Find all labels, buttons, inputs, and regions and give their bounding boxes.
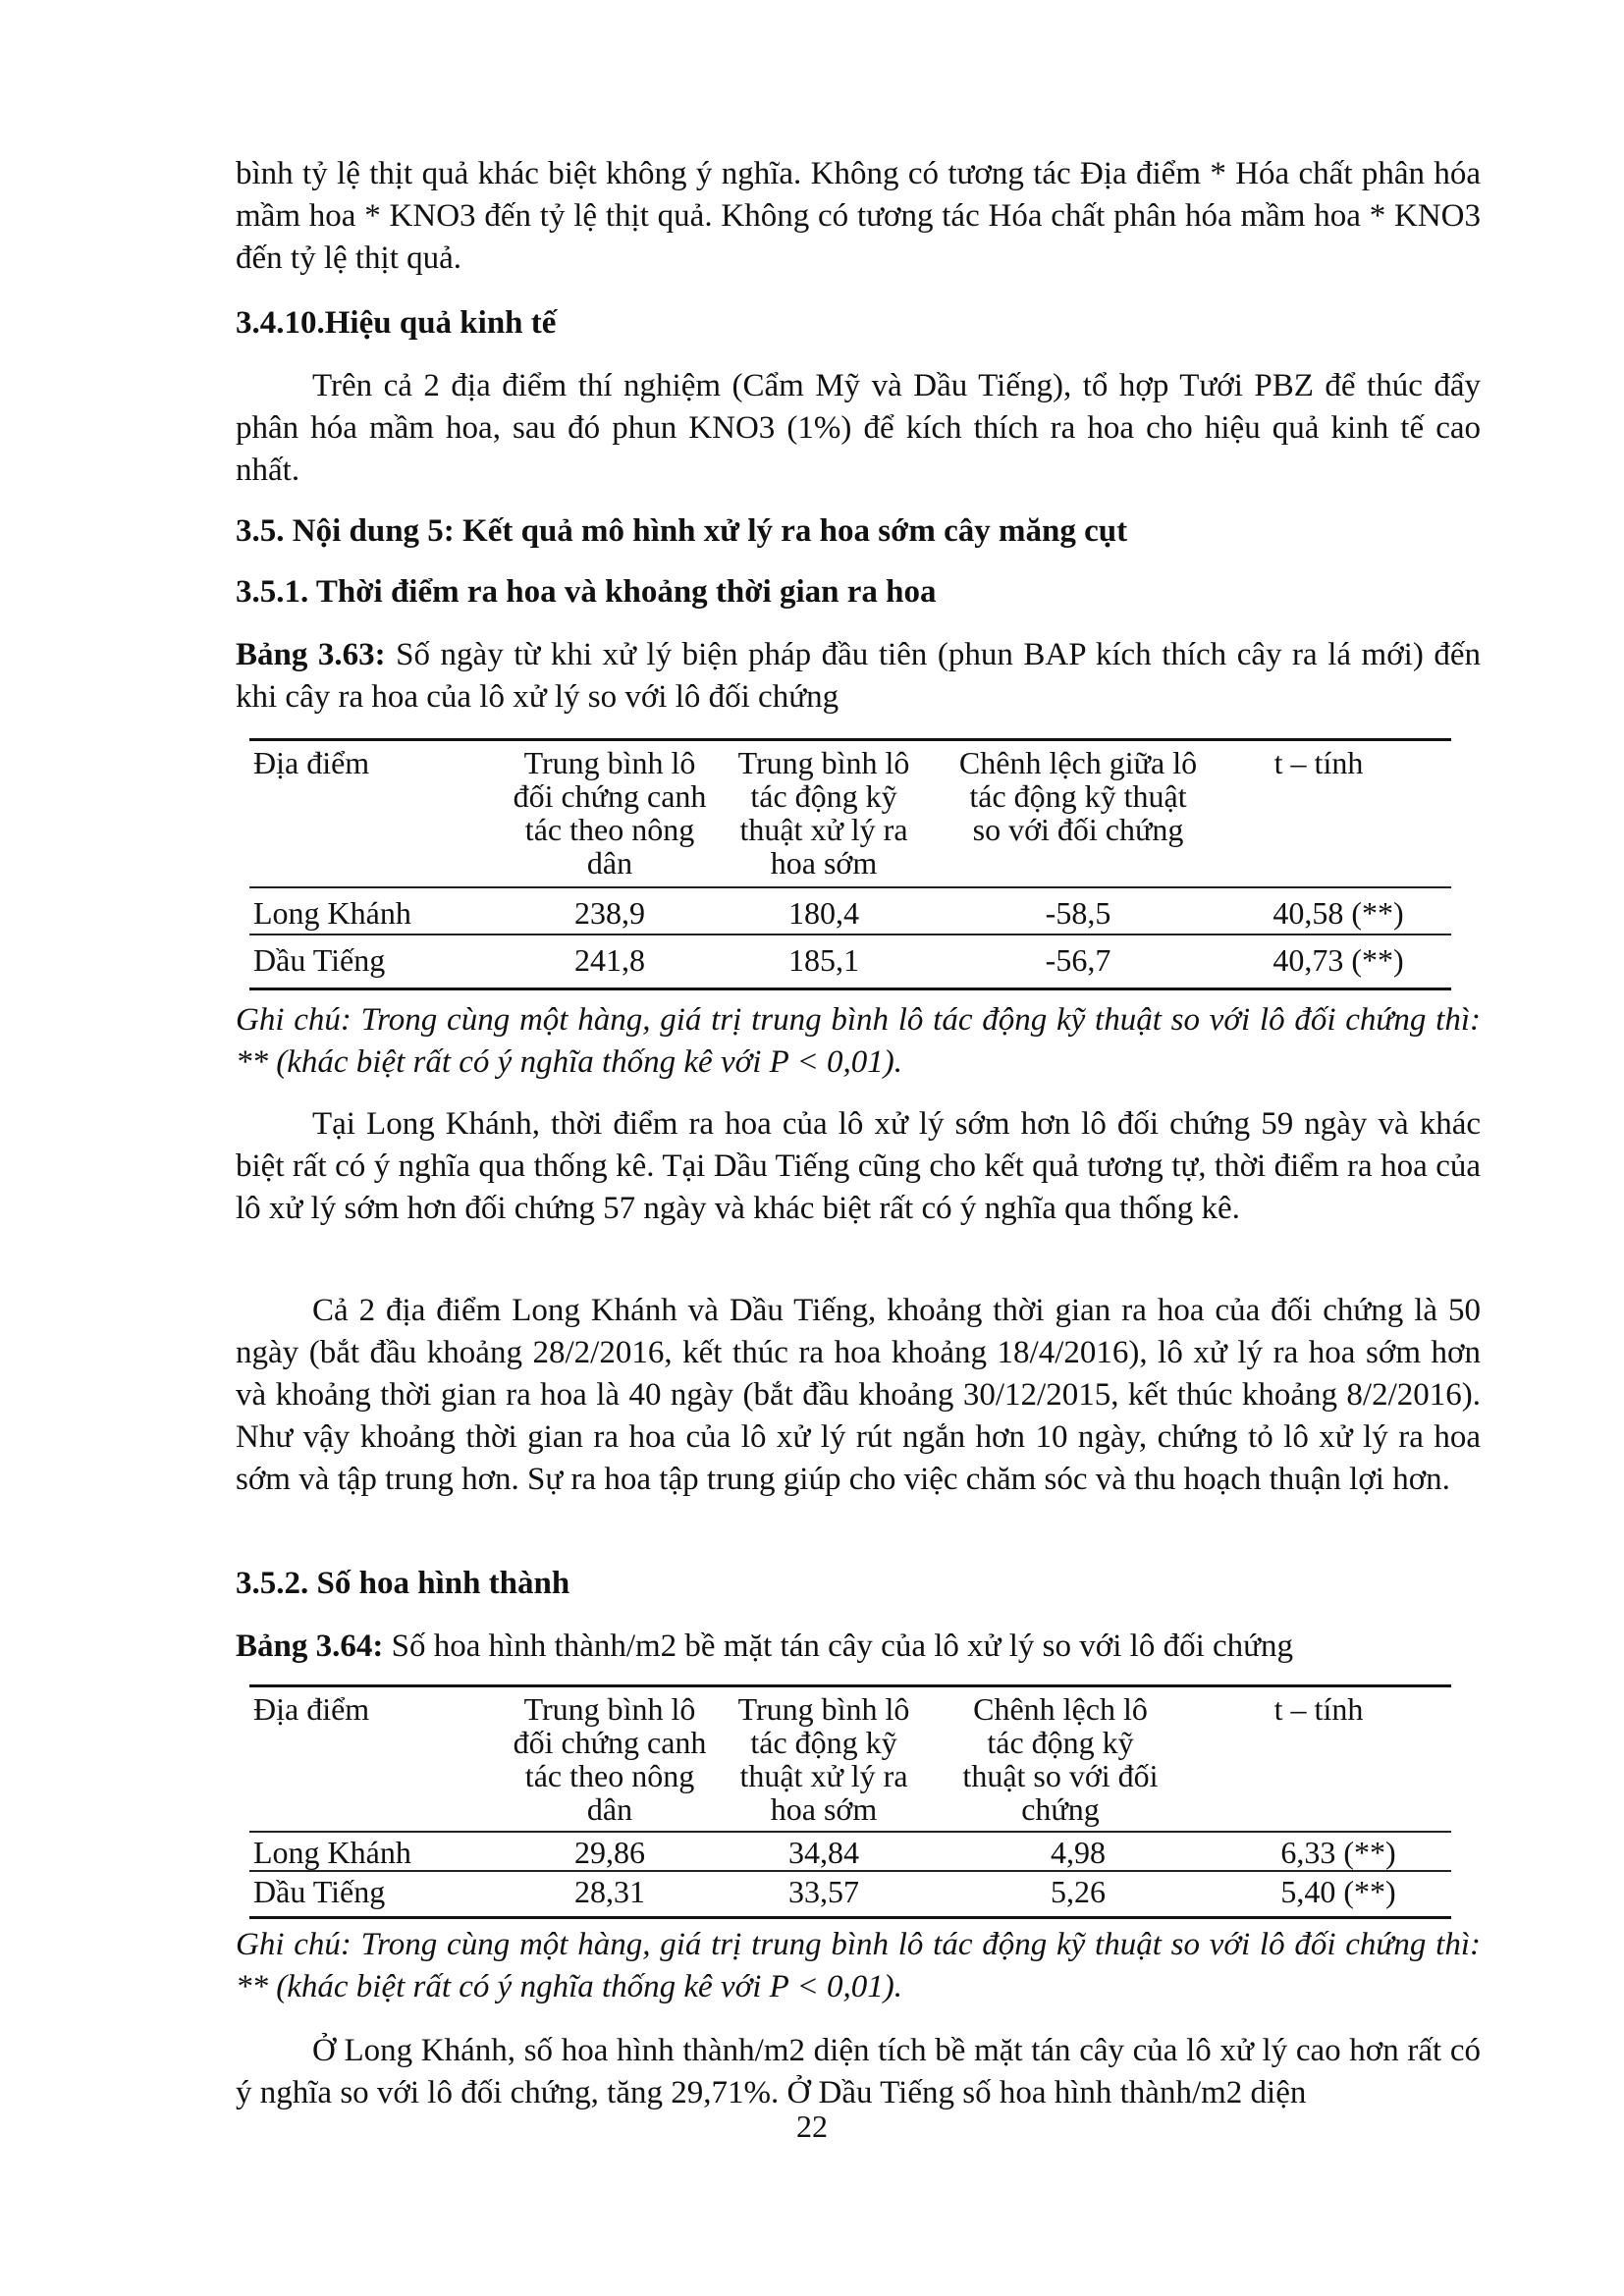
table-row [249,934,1451,982]
table-3-64-bottom-rule [249,1916,1451,1919]
column-header-control-mean: Trung bình lô đối chứng canh tác theo nông dân [513,745,707,881]
table-3-64-caption-label: Bảng 3.64: [236,1629,384,1664]
table-3-64-caption-text: Số hoa hình thành/m2 bề mặt tán cây của lô xử lý so với lô đối chứng [391,1629,1294,1664]
column-header-treatment-mean: Trung bình lô tác động kỹ thuật xử lý ra hoa sớm [737,1691,910,1827]
column-header-t-value: t – tính [1273,745,1364,780]
table-cell: 40,58 (**) [1272,895,1404,931]
page-number: 22 [796,2109,828,2144]
table-cell: 238,9 [574,895,645,931]
column-header-control-mean: Trung bình lô đối chứng canh tác theo nông dân [513,1691,707,1827]
table-cell: 5,40 (**) [1280,1874,1396,1909]
table-header-row [249,1688,1451,1832]
table-cell: 34,84 [788,1835,859,1870]
heading-3-5: 3.5. Nội dung 5: Kết quả mô hình xử lý ra hoa sớm cây măng cụt [236,513,1128,549]
table-cell: Dầu Tiếng [253,1874,386,1909]
paragraph-timing-1: Tại Long Khánh, thời điểm ra hoa của lô xử lý sớm hơn lô đối chứng 59 ngày và khác biệt rất có ý nghĩa qua thống kê. Tại Dầu Tiếng cũng cho kết quả tương tự, thời điểm ra hoa của lô xử lý sớm hơn đối chứng 57 ngày và khác biệt rất có ý nghĩa qua thống kê. [236,1106,1481,1226]
table-cell: Long Khánh [253,895,411,931]
table-3-63-caption [236,634,1481,719]
column-header-difference: Chênh lệch lô tác động kỹ thuật so với đối chứng [962,1691,1159,1827]
table-3-63 [249,742,1451,982]
table-cell: Dầu Tiếng [253,942,386,978]
table-3-63-note: Ghi chú: Trong cùng một hàng, giá trị trung bình lô tác động kỹ thuật so với lô đối chứng thì: ** (khác biệt rất có ý nghĩa thống kê với P < 0,01). [236,1002,1481,1080]
heading-3-5-2: 3.5.2. Số hoa hình thành [236,1566,570,1601]
column-header-difference: Chênh lệch giữa lô tác động kỹ thuật so với đối chứng [958,745,1198,847]
table-row [249,1871,1451,1910]
table-cell: 33,57 [788,1874,859,1909]
paragraph-flowers: Ở Long Khánh, số hoa hình thành/m2 diện tích bề mặt tán cây của lô xử lý cao hơn rất có ý nghĩa so với lô đối chứng, tăng 29,71%. Ở Dầu Tiếng số hoa hình thành/m2 diện [236,2033,1481,2110]
table-cell: 29,86 [574,1835,645,1870]
table-cell: 6,33 (**) [1280,1835,1396,1870]
table-3-64-caption [236,1626,1481,1668]
table-3-63-caption-label: Bảng 3.63: [236,637,386,672]
table-cell: 40,73 (**) [1272,942,1404,978]
table-row [249,1832,1451,1871]
table-cell: -56,7 [1045,942,1111,978]
table-cell: 5,26 [1051,1874,1106,1909]
table-cell: 4,98 [1051,1835,1106,1870]
paragraph-economic: Trên cả 2 địa điểm thí nghiệm (Cẩm Mỹ và Dầu Tiếng), tổ hợp Tưới PBZ để thúc đẩy phân hóa mầm hoa, sau đó phun KNO3 (1%) để kích thích ra hoa cho hiệu quả kinh tế cao nhất. [236,368,1481,488]
column-header-treatment-mean: Trung bình lô tác động kỹ thuật xử lý ra hoa sớm [737,745,910,881]
table-row [249,887,1451,934]
table-3-64-top-rule [249,1684,1451,1687]
table-cell: 28,31 [574,1874,645,1909]
table-cell: 185,1 [788,942,859,978]
table-3-64-note: Ghi chú: Trong cùng một hàng, giá trị trung bình lô tác động kỹ thuật so với lô đối chứng thì: ** (khác biệt rất có ý nghĩa thống kê với P < 0,01). [236,1927,1481,2004]
paragraph-intro: bình tỷ lệ thịt quả khác biệt không ý nghĩa. Không có tương tác Địa điểm * Hóa chất phân hóa mầm hoa * KNO3 đến tỷ lệ thịt quả. Không có tương tác Hóa chất phân hóa mầm hoa * KNO3 đến tỷ lệ thịt quả. [236,156,1481,276]
table-cell: 241,8 [574,942,645,978]
table-3-64 [249,1688,1451,1910]
column-header-location: Địa điểm [253,1691,370,1727]
heading-3-5-1: 3.5.1. Thời điểm ra hoa và khoảng thời gian ra hoa [236,574,937,610]
table-3-63-top-rule [249,738,1451,741]
table-cell: 180,4 [788,895,859,931]
paragraph-timing-2: Cả 2 địa điểm Long Khánh và Dầu Tiếng, khoảng thời gian ra hoa của đối chứng là 50 ngày (bắt đầu khoảng 28/2/2016, kết thúc ra hoa khoảng 18/4/2016), lô xử lý ra hoa sớm hơn và khoảng thời gian ra hoa là 40 ngày (bắt đầu khoảng 30/12/2015, kết thúc khoảng 8/2/2016). Như vậy khoảng thời gian ra hoa của lô xử lý rút ngắn hơn 10 ngày, chứng tỏ lô xử lý ra hoa sớm và tập trung hơn. Sự ra hoa tập trung giúp cho việc chăm sóc và thu hoạch thuận lợi hơn. [236,1293,1481,1497]
heading-3-4-10: 3.4.10.Hiệu quả kinh tế [236,305,557,341]
table-cell: -58,5 [1045,895,1111,931]
table-3-63-caption-text: Số ngày từ khi xử lý biện pháp đầu tiên (phun BAP kích thích cây ra lá mới) đến khi cây ra hoa của lô xử lý so với lô đối chứng [236,637,1481,715]
column-header-location: Địa điểm [253,745,370,780]
column-header-t-value: t – tính [1273,1691,1364,1727]
table-header-row [249,742,1451,887]
table-3-63-bottom-rule [249,988,1451,990]
table-cell: Long Khánh [253,1835,411,1870]
